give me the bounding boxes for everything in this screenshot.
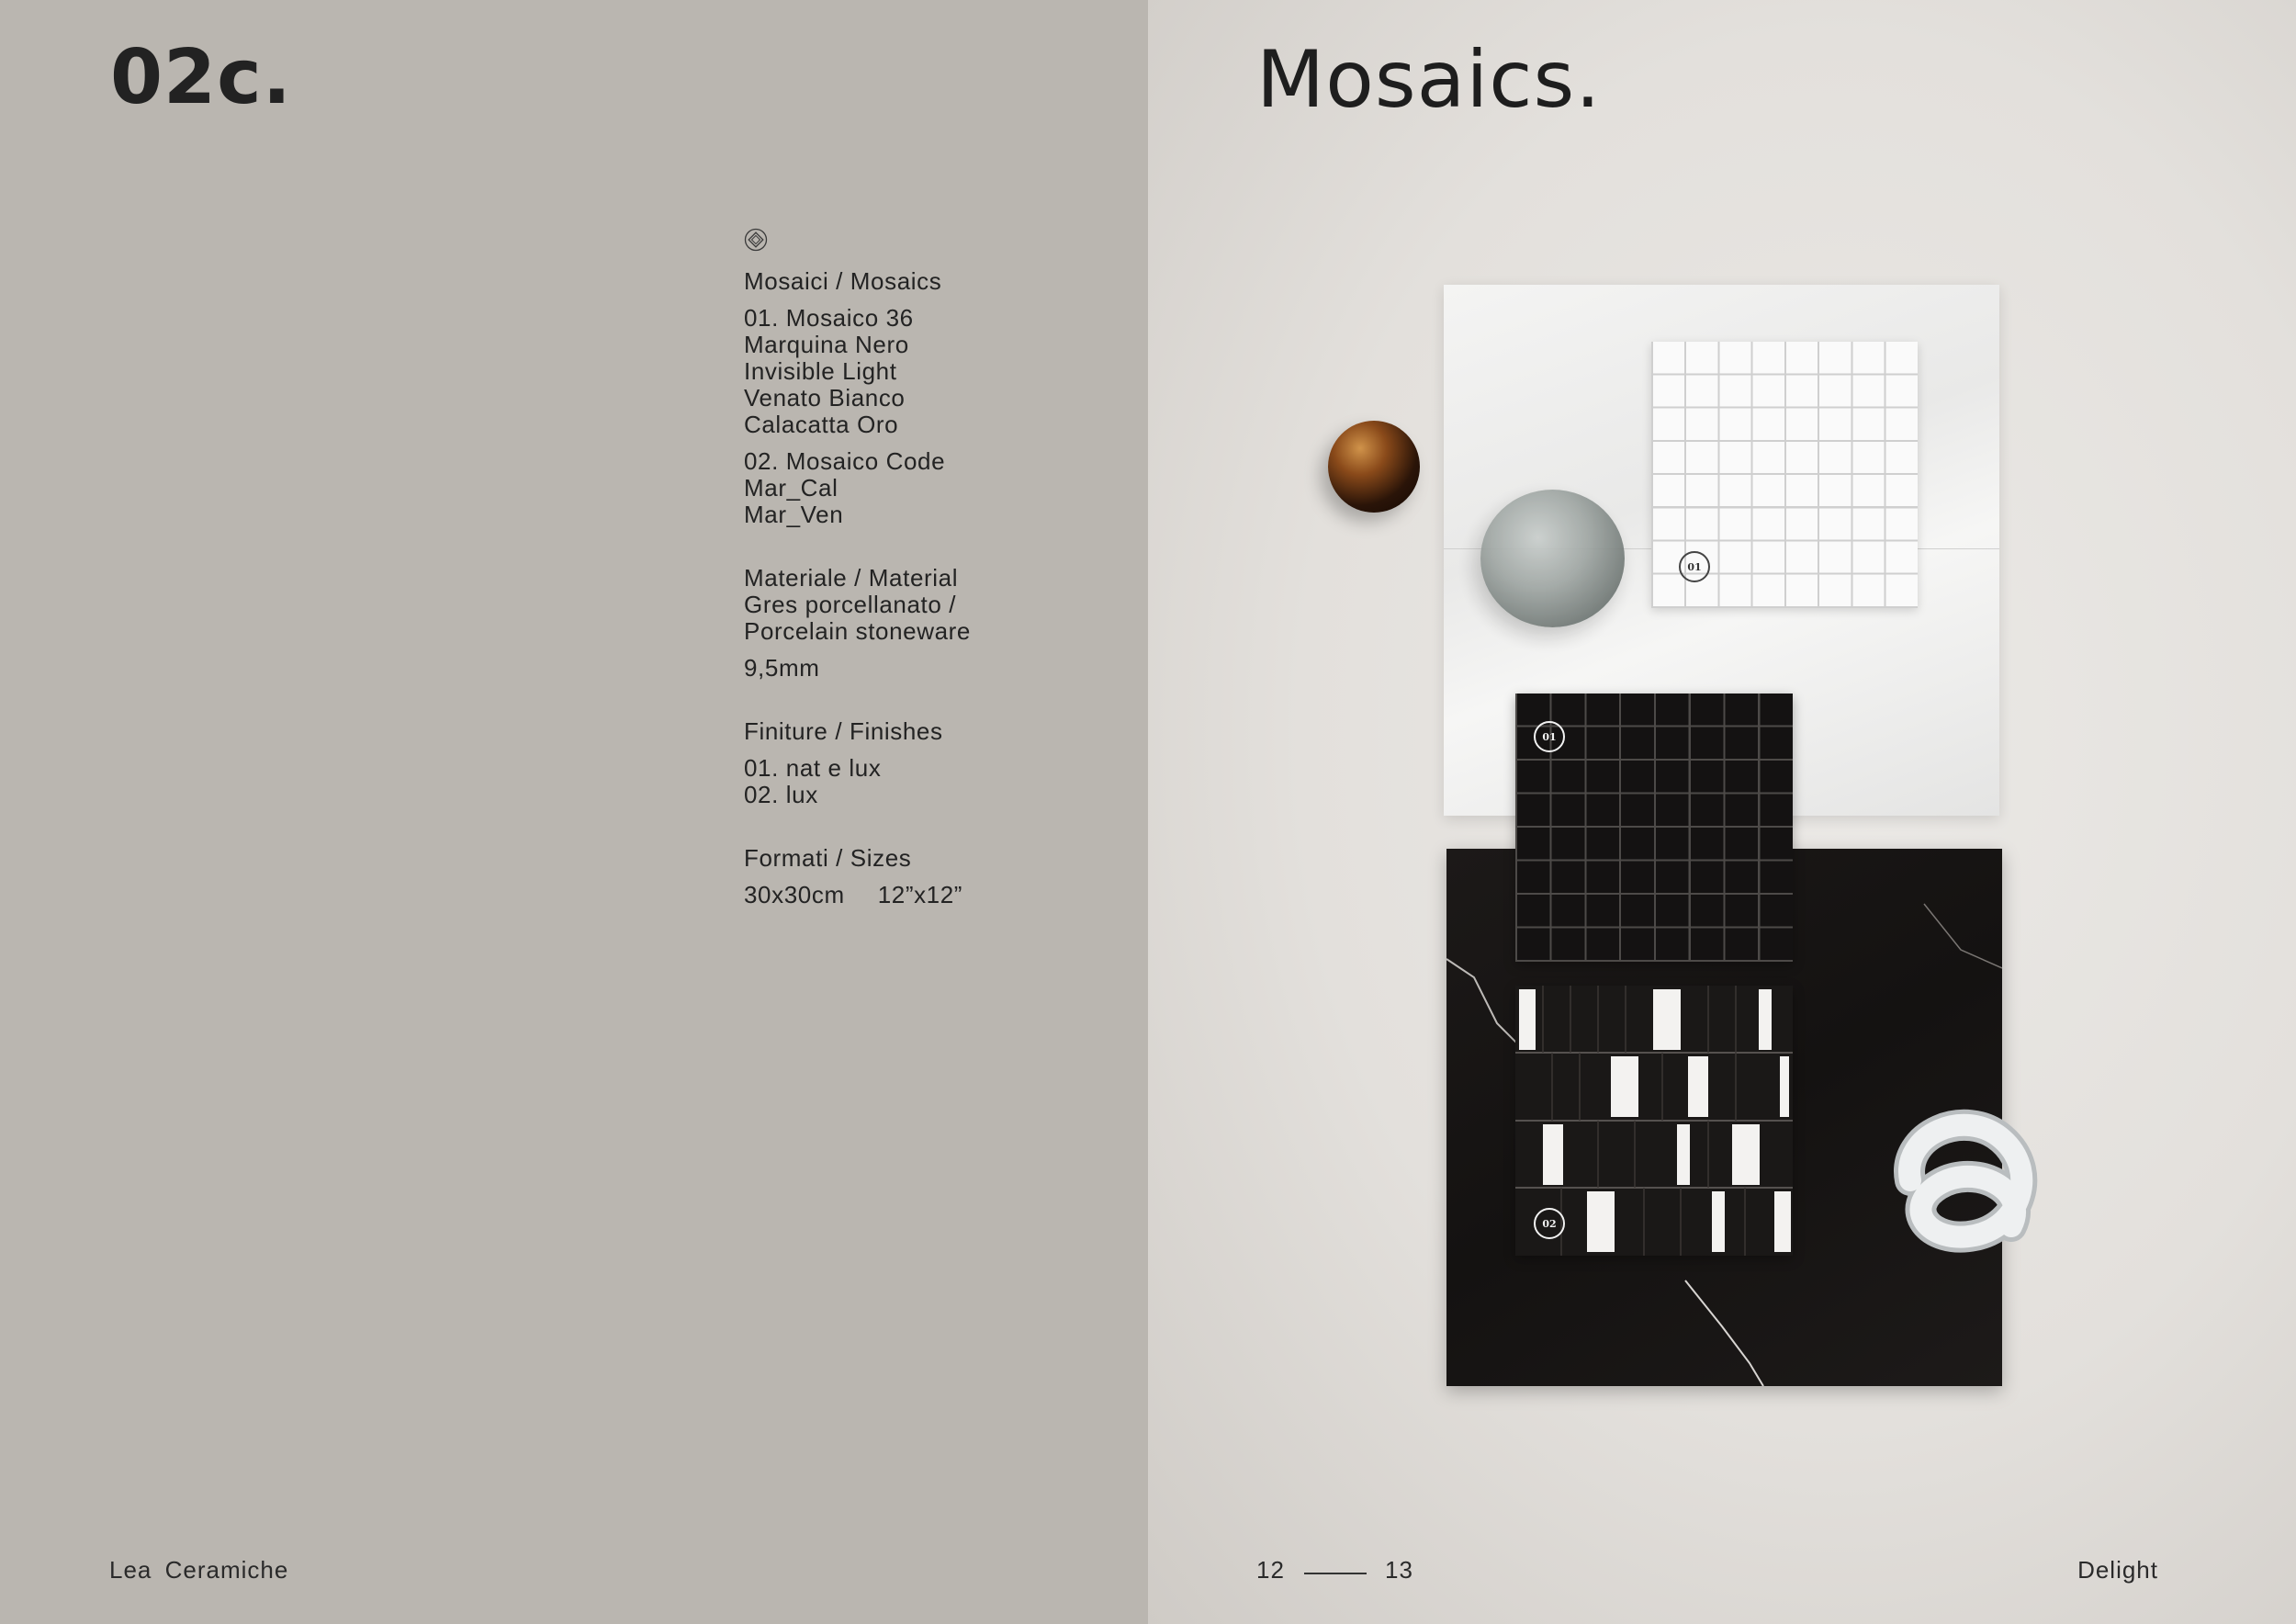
size-row — [744, 882, 1047, 908]
size-metric: 30x30cm — [744, 881, 845, 908]
sizes-title: Formati / Sizes — [744, 844, 912, 872]
mosaic-code-list — [744, 448, 1047, 528]
glass-sphere — [1480, 490, 1625, 627]
right-page — [1148, 0, 2296, 1624]
material-line: Gres porcellanato / — [744, 591, 957, 618]
amber-sphere — [1328, 421, 1420, 513]
mosaic-36-line: Calacatta Oro — [744, 411, 899, 438]
brand-name: Lea Ceramiche — [109, 1556, 289, 1584]
page-number-left: 12 — [1256, 1556, 1285, 1584]
material-list — [744, 592, 1047, 645]
page-number-right: 13 — [1385, 1556, 1413, 1584]
category-title: Mosaici / Mosaics — [744, 267, 942, 295]
size-imperial: 12”x12” — [877, 881, 963, 908]
collection-name: Delight — [2077, 1556, 2158, 1584]
diamond-outline-icon — [744, 228, 768, 252]
mosaic-36-line: Venato Bianco — [744, 384, 906, 412]
mosaic-36-line: 01. Mosaico 36 — [744, 304, 914, 332]
spec-block — [744, 228, 1047, 908]
tile-label-02: 02 — [1534, 1208, 1565, 1239]
finishes-list — [744, 755, 1047, 808]
mosaic-code-line: Mar_Ven — [744, 501, 844, 528]
mosaic-code-line: Mar_Cal — [744, 474, 838, 502]
tile-label-01-black: 01 — [1534, 721, 1565, 752]
material-title: Materiale / Material — [744, 564, 959, 592]
ceramic-knot-ornament — [1883, 1098, 2048, 1254]
mosaic-code-line: 02. Mosaico Code — [744, 447, 946, 475]
code-mosaic-tile — [1515, 986, 1793, 1256]
material-line: Porcelain stoneware — [744, 617, 971, 645]
mosaic-36-list — [744, 305, 1047, 438]
mosaic-36-line: Invisible Light — [744, 357, 897, 385]
page-title: Mosaics. — [1256, 34, 1602, 126]
finish-line: 01. nat e lux — [744, 754, 882, 782]
tile-label-01-white: 01 — [1679, 551, 1710, 582]
white-mosaic-tile — [1651, 342, 1918, 608]
thickness: 9,5mm — [744, 654, 820, 682]
finishes-title: Finiture / Finishes — [744, 717, 943, 745]
black-mosaic-tile — [1515, 694, 1793, 962]
mosaic-36-line: Marquina Nero — [744, 331, 909, 358]
page-number-divider — [1304, 1573, 1367, 1574]
section-number: 02c. — [110, 34, 292, 121]
finish-line: 02. lux — [744, 781, 818, 808]
